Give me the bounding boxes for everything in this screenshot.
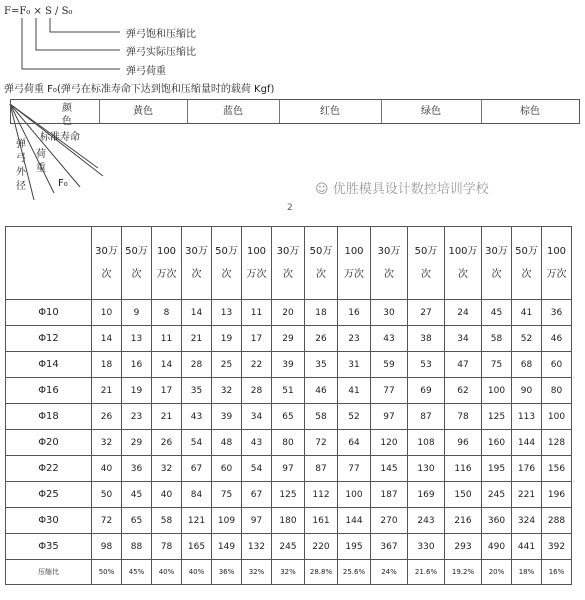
ratio-cell: 16%: [542, 560, 572, 585]
load-cell: 11: [152, 326, 182, 352]
row-label: Φ12: [6, 326, 92, 352]
load-cell: 21: [92, 378, 122, 404]
load-cell: 41: [338, 378, 371, 404]
load-cell: 58: [152, 508, 182, 534]
load-cell: 77: [338, 456, 371, 482]
load-cell: 23: [338, 326, 371, 352]
load-cell: 80: [542, 378, 572, 404]
load-cell: 10: [92, 300, 122, 326]
load-cell: 72: [305, 430, 338, 456]
load-cell: 9: [122, 300, 152, 326]
load-cell: 59: [371, 352, 408, 378]
load-cell: 216: [445, 508, 482, 534]
load-cell: 221: [512, 482, 542, 508]
load-cell: 11: [242, 300, 272, 326]
table-row: [6, 508, 572, 534]
life-header: 50万次: [122, 227, 152, 300]
actual-ratio-label: 弹弓实际压缩比: [126, 47, 196, 58]
load-cell: 144: [512, 430, 542, 456]
load-cell: 14: [92, 326, 122, 352]
row-label: Φ22: [6, 456, 92, 482]
load-cell: 121: [182, 508, 212, 534]
load-cell: 58: [482, 326, 512, 352]
saturation-ratio-label: 弹弓饱和压缩比: [126, 29, 196, 40]
corner-cell: [6, 227, 92, 300]
row-label: Φ35: [6, 534, 92, 560]
ratio-cell: 21.6%: [408, 560, 445, 585]
load-cell: 25: [212, 352, 242, 378]
load-cell: 324: [512, 508, 542, 534]
load-cell: 97: [242, 508, 272, 534]
ratio-cell: 25.6%: [338, 560, 371, 585]
row-label: Φ18: [6, 404, 92, 430]
load-cell: 36: [542, 300, 572, 326]
load-cell: 14: [152, 352, 182, 378]
life-header: 30万次: [182, 227, 212, 300]
load-cell: 34: [242, 404, 272, 430]
load-cell: 46: [305, 378, 338, 404]
table-row: [6, 378, 572, 404]
load-cell: 75: [482, 352, 512, 378]
load-cell: 32: [92, 430, 122, 456]
load-cell: 67: [182, 456, 212, 482]
life-header: 100万次: [338, 227, 371, 300]
load-cell: 34: [445, 326, 482, 352]
load-cell: 150: [445, 482, 482, 508]
load-cell: 132: [242, 534, 272, 560]
load-cell: 14: [182, 300, 212, 326]
load-cell: 45: [482, 300, 512, 326]
load-cell: 27: [408, 300, 445, 326]
load-cell: 16: [122, 352, 152, 378]
load-cell: 100: [482, 378, 512, 404]
load-cell: 26: [305, 326, 338, 352]
load-cell: 87: [408, 404, 445, 430]
table-row: [6, 300, 572, 326]
row-label: Φ14: [6, 352, 92, 378]
load-cell: 23: [122, 404, 152, 430]
ratio-cell: 28.8%: [305, 560, 338, 585]
load-cell: 62: [445, 378, 482, 404]
load-cell: 26: [92, 404, 122, 430]
load-cell: 113: [512, 404, 542, 430]
load-cell: 196: [542, 482, 572, 508]
load-cell: 165: [182, 534, 212, 560]
load-cell: 195: [338, 534, 371, 560]
table-row: [6, 430, 572, 456]
load-cell: 29: [272, 326, 305, 352]
ratio-cell: 45%: [122, 560, 152, 585]
load-cell: 98: [92, 534, 122, 560]
load-cell: 32: [212, 378, 242, 404]
load-cell: 109: [212, 508, 242, 534]
formula: F=F₀ × S / S₀: [4, 6, 73, 17]
load-cell: 53: [408, 352, 445, 378]
load-cell: 68: [512, 352, 542, 378]
life-header: 50万次: [512, 227, 542, 300]
load-cell: 26: [152, 430, 182, 456]
load-cell: 96: [445, 430, 482, 456]
load-cell: 35: [305, 352, 338, 378]
color-red: 红色: [320, 106, 340, 117]
row-label: Φ25: [6, 482, 92, 508]
diag-color-label: 颜色: [62, 103, 72, 127]
load-cell: 270: [371, 508, 408, 534]
ratio-cell: 18%: [512, 560, 542, 585]
life-header: 30万次: [482, 227, 512, 300]
load-cell: 52: [512, 326, 542, 352]
load-cell: 17: [242, 326, 272, 352]
load-cell: 69: [408, 378, 445, 404]
load-cell: 43: [182, 404, 212, 430]
load-cell: 21: [182, 326, 212, 352]
load-cell: 90: [512, 378, 542, 404]
load-cell: 360: [482, 508, 512, 534]
load-cell: 18: [305, 300, 338, 326]
load-cell: 40: [92, 456, 122, 482]
load-cell: 43: [242, 430, 272, 456]
load-cell: 87: [305, 456, 338, 482]
load-cell: 65: [272, 404, 305, 430]
load-cell: 441: [512, 534, 542, 560]
load-cell: 39: [272, 352, 305, 378]
load-cell: 100: [338, 482, 371, 508]
life-header: 30万次: [272, 227, 305, 300]
row-label: Φ10: [6, 300, 92, 326]
load-cell: 78: [445, 404, 482, 430]
load-cell: 72: [92, 508, 122, 534]
load-cell: 490: [482, 534, 512, 560]
ratio-cell: 50%: [92, 560, 122, 585]
load-cell: 180: [272, 508, 305, 534]
life-header: 100万次: [242, 227, 272, 300]
load-cell: 145: [371, 456, 408, 482]
load-cell: 24: [445, 300, 482, 326]
load-cell: 156: [542, 456, 572, 482]
load-cell: 19: [212, 326, 242, 352]
load-cell: 243: [408, 508, 445, 534]
load-cell: 144: [338, 508, 371, 534]
spring-load-table: [5, 226, 572, 585]
page-number: 2: [287, 203, 293, 213]
color-green: 绿色: [421, 106, 441, 117]
diag-load-label: 荷重: [36, 149, 46, 174]
diag-f0-label: F₀: [58, 178, 68, 189]
load-cell: 288: [542, 508, 572, 534]
load-cell: 293: [445, 534, 482, 560]
load-cell: 130: [408, 456, 445, 482]
load-cell: 97: [272, 456, 305, 482]
load-cell: 16: [338, 300, 371, 326]
color-brown: 棕色: [520, 106, 540, 117]
load-definition: 弹弓荷重 F₀(弹弓在标准寿命下达到饱和压缩量时的载荷 Kgf): [4, 84, 275, 95]
load-cell: 392: [542, 534, 572, 560]
diag-life-label: 标准寿命: [40, 132, 80, 143]
load-cell: 187: [371, 482, 408, 508]
table-row: [6, 482, 572, 508]
load-cell: 21: [152, 404, 182, 430]
load-cell: 80: [272, 430, 305, 456]
load-cell: 32: [152, 456, 182, 482]
load-cell: 77: [371, 378, 408, 404]
load-cell: 28: [182, 352, 212, 378]
load-cell: 28: [242, 378, 272, 404]
load-cell: 125: [482, 404, 512, 430]
load-cell: 22: [242, 352, 272, 378]
load-cell: 18: [92, 352, 122, 378]
table-row: [6, 404, 572, 430]
load-cell: 161: [305, 508, 338, 534]
load-cell: 35: [182, 378, 212, 404]
table-row: [6, 326, 572, 352]
load-cell: 108: [408, 430, 445, 456]
load-cell: 367: [371, 534, 408, 560]
color-header-table: [10, 99, 580, 124]
load-cell: 17: [152, 378, 182, 404]
load-cell: 125: [272, 482, 305, 508]
load-cell: 176: [512, 456, 542, 482]
load-cell: 43: [371, 326, 408, 352]
load-cell: 245: [272, 534, 305, 560]
load-cell: 54: [182, 430, 212, 456]
watermark: ☺ 优胜模具设计数控培训学校: [315, 182, 489, 197]
life-header: 50万次: [212, 227, 242, 300]
row-label: Φ20: [6, 430, 92, 456]
load-cell: 31: [338, 352, 371, 378]
load-cell: 30: [371, 300, 408, 326]
ratio-label: 压缩比: [6, 560, 92, 585]
load-cell: 245: [482, 482, 512, 508]
ratio-cell: 20%: [482, 560, 512, 585]
load-cell: 29: [122, 430, 152, 456]
load-cell: 45: [122, 482, 152, 508]
ratio-cell: 32%: [272, 560, 305, 585]
load-cell: 8: [152, 300, 182, 326]
load-cell: 40: [152, 482, 182, 508]
load-cell: 19: [122, 378, 152, 404]
load-cell: 84: [182, 482, 212, 508]
load-cell: 41: [512, 300, 542, 326]
header-row: [6, 227, 572, 300]
load-cell: 75: [212, 482, 242, 508]
load-cell: 54: [242, 456, 272, 482]
load-cell: 120: [371, 430, 408, 456]
load-cell: 112: [305, 482, 338, 508]
table-row: [6, 456, 572, 482]
wechat-icon: ☺: [315, 182, 329, 197]
color-yellow: 黄色: [133, 106, 153, 117]
load-cell: 46: [542, 326, 572, 352]
table-row: [6, 352, 572, 378]
load-cell: 195: [482, 456, 512, 482]
ratio-row: [6, 560, 572, 585]
load-cell: 67: [242, 482, 272, 508]
life-header: 30万次: [92, 227, 122, 300]
ratio-cell: 40%: [182, 560, 212, 585]
load-cell: 330: [408, 534, 445, 560]
load-cell: 36: [122, 456, 152, 482]
load-cell: 100: [542, 404, 572, 430]
row-label: Φ30: [6, 508, 92, 534]
life-header: 100万次: [152, 227, 182, 300]
load-label: 弹弓荷重: [126, 66, 166, 77]
load-cell: 13: [212, 300, 242, 326]
load-cell: 20: [272, 300, 305, 326]
load-cell: 60: [542, 352, 572, 378]
load-cell: 47: [445, 352, 482, 378]
load-cell: 48: [212, 430, 242, 456]
load-cell: 64: [338, 430, 371, 456]
row-label: Φ16: [6, 378, 92, 404]
load-cell: 60: [212, 456, 242, 482]
ratio-cell: 40%: [152, 560, 182, 585]
table-row: [6, 534, 572, 560]
load-cell: 50: [92, 482, 122, 508]
load-cell: 116: [445, 456, 482, 482]
life-header: 50万次: [408, 227, 445, 300]
life-header: 100万次: [445, 227, 482, 300]
life-header: 30万次: [371, 227, 408, 300]
load-cell: 128: [542, 430, 572, 456]
load-cell: 220: [305, 534, 338, 560]
ratio-cell: 19.2%: [445, 560, 482, 585]
load-cell: 88: [122, 534, 152, 560]
load-cell: 13: [122, 326, 152, 352]
load-cell: 58: [305, 404, 338, 430]
load-cell: 78: [152, 534, 182, 560]
life-header: 100万次: [542, 227, 572, 300]
diag-diameter-label: 弹弓外径: [16, 139, 26, 192]
life-header: 50万次: [305, 227, 338, 300]
ratio-cell: 36%: [212, 560, 242, 585]
color-blue: 蓝色: [223, 106, 243, 117]
load-cell: 65: [122, 508, 152, 534]
load-cell: 160: [482, 430, 512, 456]
load-cell: 39: [212, 404, 242, 430]
load-cell: 169: [408, 482, 445, 508]
load-cell: 97: [371, 404, 408, 430]
load-cell: 149: [212, 534, 242, 560]
load-cell: 51: [272, 378, 305, 404]
ratio-cell: 24%: [371, 560, 408, 585]
ratio-cell: 32%: [242, 560, 272, 585]
load-cell: 52: [338, 404, 371, 430]
load-cell: 38: [408, 326, 445, 352]
